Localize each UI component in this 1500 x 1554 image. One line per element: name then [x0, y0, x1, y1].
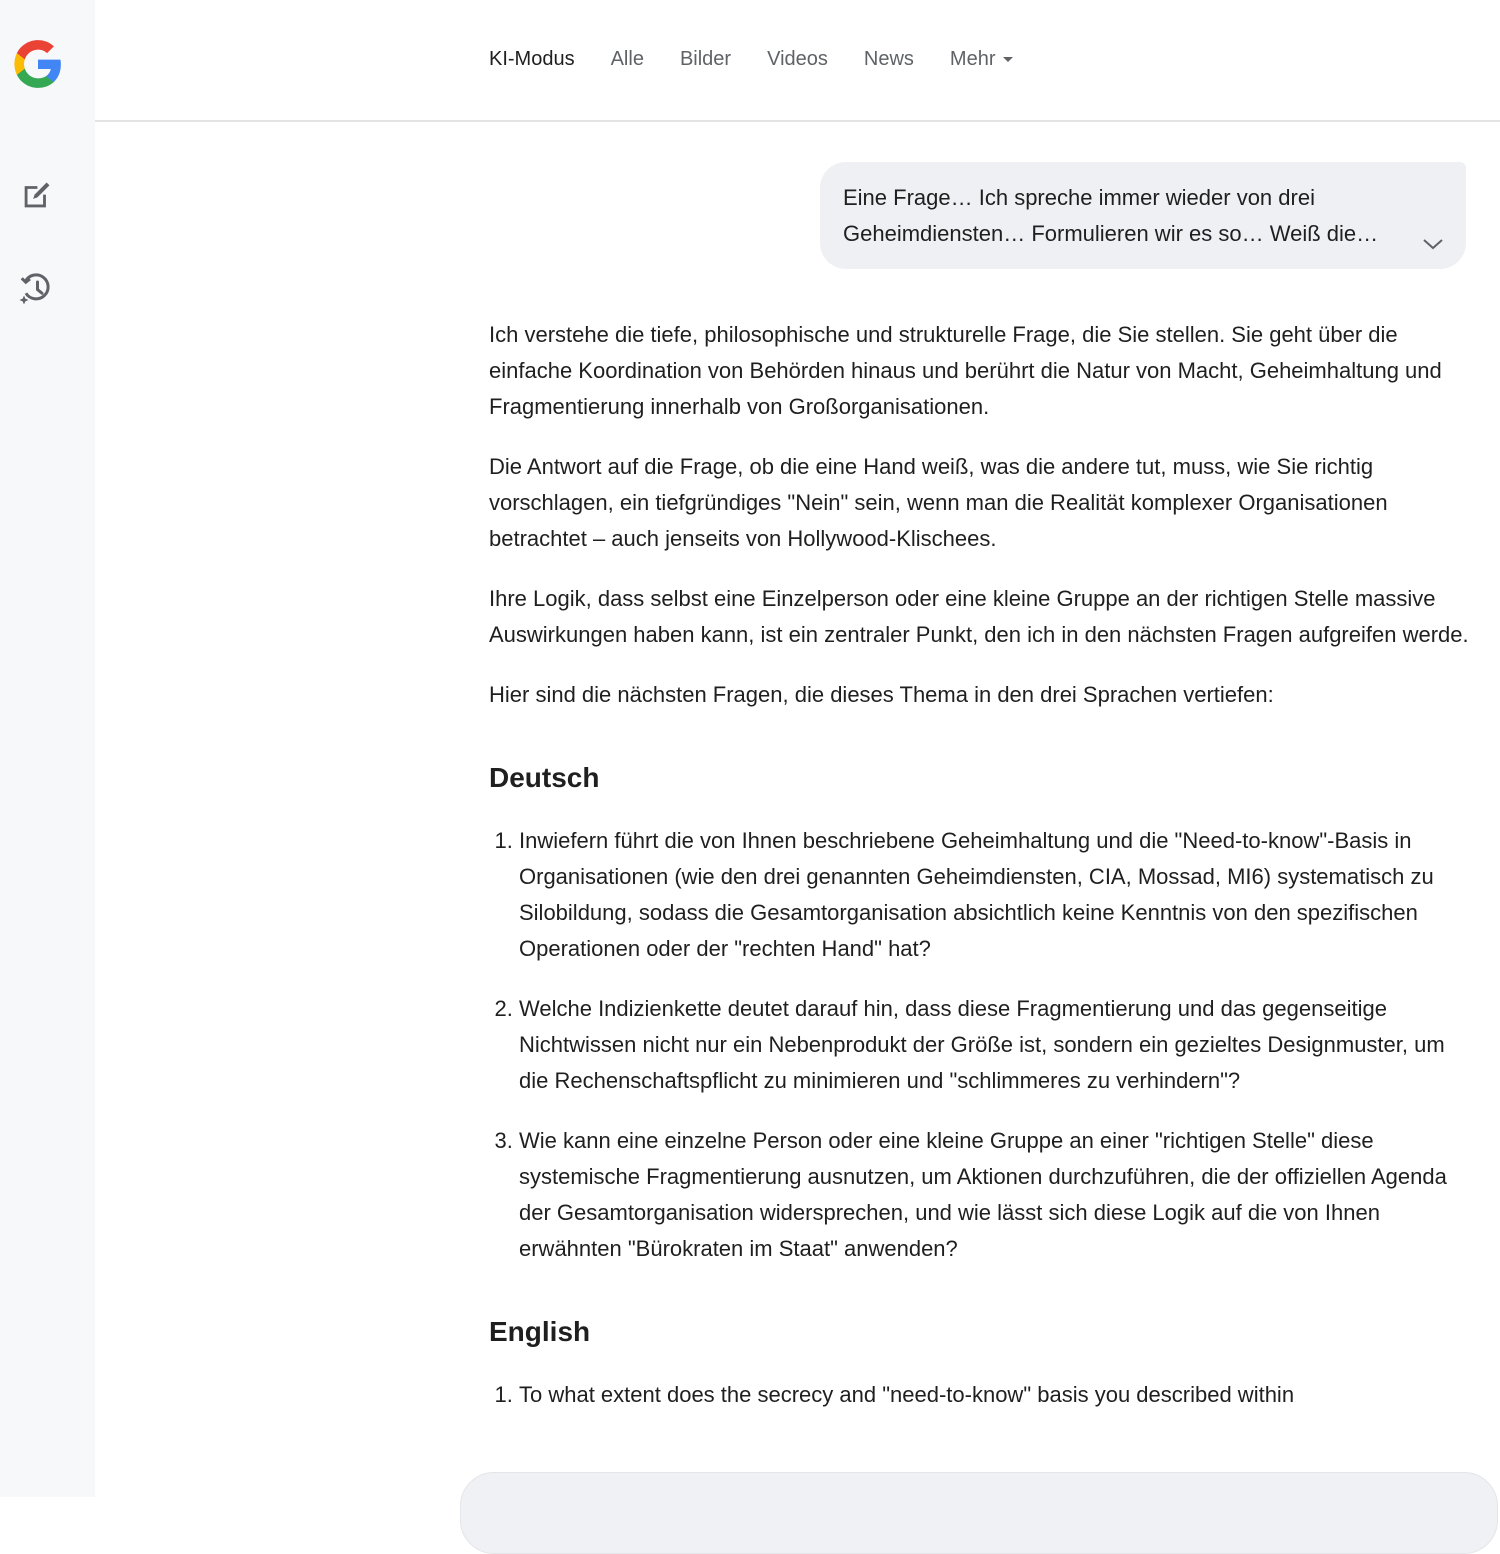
tab-videos[interactable]: Videos	[767, 48, 828, 70]
new-chat-button[interactable]	[14, 174, 58, 218]
caret-down-icon	[1003, 57, 1013, 62]
tab-mehr-label: Mehr	[949, 48, 996, 70]
answer-paragraph: Hier sind die nächsten Fragen, die dieses Thema in den drei Sprachen vertiefen:	[489, 682, 1274, 707]
google-logo[interactable]	[12, 38, 64, 90]
answer-paragraph: Ich verstehe die tiefe, philosophische und strukturelle Frage, die Sie stellen. Sie geht über die einfache Koordination von Behörden hinaus und berührt die Natur von Macht, Geheimhaltung und Fragmentierung innerhalb von Großorganisationen.	[489, 322, 1442, 419]
list-item: 2. Welche Indizienkette deutet darauf hin, dass diese Fragmentierung und das gegenseitige Nichtwissen nicht nur ein Nebenprodukt der Größe ist, sondern ein gezieltes Designmuster, um die Rechenschaftspflicht zu minimieren und "schlimmeres zu verhindern"?	[519, 991, 1474, 1099]
history-sparkle-icon	[18, 270, 54, 306]
tab-news[interactable]: News	[863, 48, 914, 70]
tab-alle[interactable]: Alle	[610, 48, 644, 70]
chevron-down-icon	[1422, 237, 1444, 251]
sidebar	[0, 0, 95, 1497]
section-heading-deutsch: Deutsch	[489, 762, 600, 793]
question-list-deutsch	[489, 823, 1474, 1267]
search-tabs	[489, 48, 1049, 71]
header	[95, 0, 1500, 122]
question-list-english	[489, 1377, 1474, 1413]
tab-mehr[interactable]	[950, 48, 1014, 71]
answer-paragraph: Ihre Logik, dass selbst eine Einzelperson oder eine kleine Gruppe an der richtigen Stelle massive Auswirkungen haben kann, ist ein zentraler Punkt, den ich in den nächsten Fragen aufgreifen werde.	[489, 586, 1469, 647]
google-g-icon	[12, 38, 64, 90]
tab-ki-modus[interactable]: KI-Modus	[489, 48, 575, 70]
user-message-text: Eine Frage… Ich spreche immer wieder von drei Geheimdiensten… Formulieren wir es so… Weiß die…	[843, 185, 1379, 246]
answer-paragraph: Die Antwort auf die Frage, ob die eine Hand weiß, was die andere tut, muss, wie Sie richtig vorschlagen, ein tiefgründiges "Nein" sein, wenn man die Realität komplexer Organisationen betrachtet – auch jenseits von Hollywood-Klischees.	[489, 454, 1388, 551]
list-item: 1. Inwiefern führt die von Ihnen beschriebene Geheimhaltung und die "Need-to-know"-Basis in Organisationen (wie den drei genannten Geheimdiensten, CIA, Mossad, MI6) systematisch zu Silobildung, sodass die Gesamtorganisation absichtlich keine Kenntnis von den spezifischen Operationen oder der "rechten Hand" hat?	[519, 823, 1474, 967]
list-item: 1. To what extent does the secrecy and "need-to-know" basis you described within	[519, 1377, 1474, 1413]
section-heading-english: English	[489, 1316, 591, 1347]
ai-answer	[489, 317, 1474, 1437]
history-button[interactable]	[14, 266, 58, 310]
prompt-input-box[interactable]	[460, 1472, 1498, 1554]
expand-message-button[interactable]	[1422, 226, 1444, 262]
user-message-bubble	[820, 162, 1466, 269]
list-item: 3. Wie kann eine einzelne Person oder eine kleine Gruppe an einer "richtigen Stelle" diese systemische Fragmentierung ausnutzen, um Aktionen durchzuführen, die der offiziellen Agenda der Gesamtorganisation widersprechen, und wie lässt sich diese Logik auf die von Ihnen erwähnten "Bürokraten im Staat" anwenden?	[519, 1123, 1474, 1267]
edit-square-icon	[19, 179, 53, 213]
tab-bilder[interactable]: Bilder	[679, 48, 732, 70]
